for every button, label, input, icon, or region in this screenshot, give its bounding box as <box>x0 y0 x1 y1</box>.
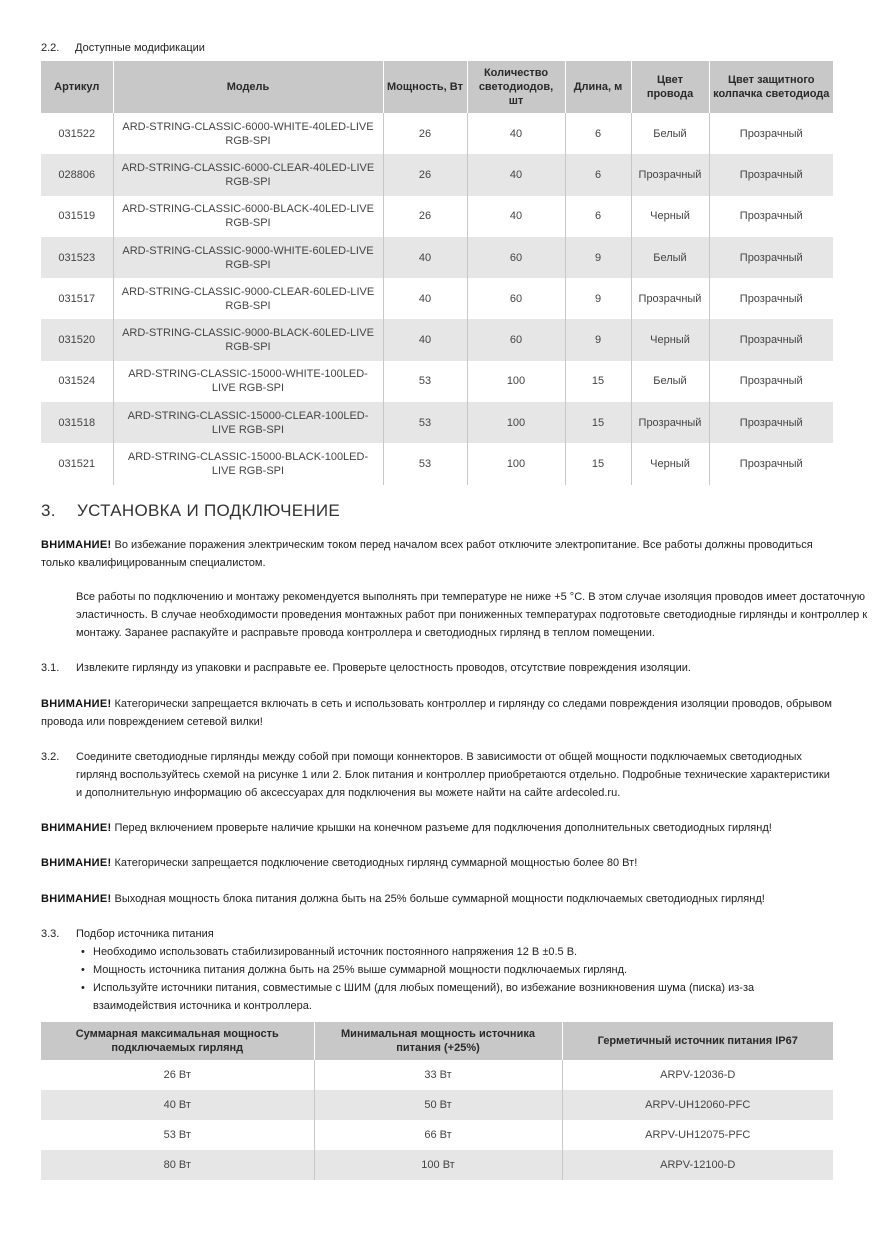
cell-power: 53 <box>383 361 467 402</box>
cell-wire-color: Белый <box>631 237 709 278</box>
cell-model: ARD-STRING-CLASSIC-15000-BLACK-100LED-LIVE RGB-SPI <box>113 443 383 484</box>
step-heading <box>41 925 833 943</box>
cell-length: 9 <box>565 237 631 278</box>
list-item: • Мощность источника питания должна быть на 25% выше суммарной мощности подключаемых гирлянд. <box>93 961 833 979</box>
cell-cap-color: Прозрачный <box>739 127 803 140</box>
cell-power: 40 <box>383 278 467 319</box>
cell-cap-color: Прозрачный <box>709 154 833 195</box>
cell-total-power: 40 Вт <box>41 1090 314 1120</box>
cell-cap-color: Прозрачный <box>709 237 833 278</box>
cell-led-count: 60 <box>467 319 565 360</box>
cell-model: ARD-STRING-CLASSIC-15000-WHITE-100LED-LIVE RGB-SPI <box>113 361 383 402</box>
cell-sku: 031520 <box>41 319 113 360</box>
table-row <box>41 319 833 360</box>
warning-text: Выходная мощность блока питания должна быть на 25% больше суммарной мощности подключаемых светодиодных гирлянд! <box>114 893 765 905</box>
cell-length: 9 <box>565 278 631 319</box>
cell-wire-color: Белый <box>631 113 709 154</box>
cell-min-psu-power: 66 Вт <box>314 1120 562 1150</box>
cell-model: ARD-STRING-CLASSIC-9000-WHITE-60LED-LIVE RGB-SPI <box>113 237 383 278</box>
cell-cap-color: Прозрачный <box>739 292 803 305</box>
cell-sku: 031518 <box>41 402 113 443</box>
step-text: Извлеките гирлянду из упаковки и расправьте ее. Проверьте целостность проводов, отсутствие повреждения изоляции. <box>76 662 691 674</box>
cell-led-count: 40 <box>467 196 565 237</box>
cell-length: 15 <box>565 443 631 484</box>
warning-label: ВНИМАНИЕ! <box>41 857 112 869</box>
cell-model: ARD-STRING-CLASSIC-6000-BLACK-40LED-LIVE RGB-SPI <box>113 196 383 237</box>
cell-model: ARD-STRING-CLASSIC-9000-CLEAR-60LED-LIVE RGB-SPI <box>113 278 383 319</box>
cell-total-power: 80 Вт <box>41 1150 314 1180</box>
table-row <box>41 443 833 484</box>
cell-model: ARD-STRING-CLASSIC-9000-BLACK-60LED-LIVE RGB-SPI <box>113 319 383 360</box>
table-row <box>41 361 833 402</box>
col-header-psu-model: Герметичный источник питания IP67 <box>562 1022 833 1060</box>
col-header-power: Мощность, Вт <box>383 61 467 113</box>
cell-wire-color: Черный <box>631 196 709 237</box>
cell-min-psu-power: 33 Вт <box>314 1060 562 1090</box>
cell-min-psu-power: 100 Вт <box>314 1150 562 1180</box>
cell-led-count: 40 <box>467 154 565 195</box>
paragraph-text: Все работы по подключению и монтажу рекомендуется выполнять при температуре не ниже +5 °С. В этом случае изоляция проводов имеет достаточную эластичность. В случае необходимости проведения монтажных работ при пониженных температурах подготовьте светодиодные гирлянды и контроллер к монтажу. Заранее распакуйте и расправьте провода контроллера и светодиодных гирлянд в теплом помещении. <box>76 591 868 639</box>
cell-power: 26 <box>383 196 467 237</box>
cell-power: 40 <box>383 237 467 278</box>
cell-sku: 031522 <box>41 113 113 154</box>
cell-cap-color: Прозрачный <box>739 375 803 388</box>
cell-wire-color: Черный <box>631 443 709 484</box>
cell-wire-color: Черный <box>631 319 709 360</box>
cell-psu-model: ARPV-UH12075-PFC <box>645 1129 751 1141</box>
cell-cap-color: Прозрачный <box>709 402 833 443</box>
modifications-table <box>41 61 833 485</box>
cell-cap-color: Прозрачный <box>739 458 803 471</box>
step-3-3 <box>41 925 833 1015</box>
step-3-2 <box>41 748 833 802</box>
cell-wire-color: Прозрачный <box>631 154 709 195</box>
warning-damaged-insulation <box>41 695 833 731</box>
cell-cap-color: Прозрачный <box>709 319 833 360</box>
cell-wire-color: Белый <box>631 361 709 402</box>
cell-wire-color: Прозрачный <box>631 278 709 319</box>
col-header-wire-color: Цвет провода <box>631 61 709 113</box>
cell-sku: 031523 <box>41 237 113 278</box>
table-row <box>41 402 833 443</box>
col-header-model: Модель <box>113 61 383 113</box>
cell-psu-model: ARPV-12036-D <box>660 1069 736 1081</box>
cell-power: 40 <box>383 319 467 360</box>
section-2-2-heading <box>41 42 205 54</box>
psu-requirements-list <box>41 943 833 1015</box>
step-title: Подбор источника питания <box>76 928 214 940</box>
col-header-total-power: Суммарная максимальная мощность подключаемых гирлянд <box>41 1022 314 1060</box>
cell-sku: 031519 <box>41 196 113 237</box>
warning-text: Категорически запрещается включать в сеть и использовать контроллер и гирлянду со следами повреждения изоляции проводов, обрывом провода или повреждением сетевой вилки! <box>41 698 832 728</box>
power-supply-table <box>41 1022 833 1180</box>
warning-end-cap <box>41 819 833 837</box>
table-row <box>41 113 833 154</box>
warning-label: ВНИМАНИЕ! <box>41 893 112 905</box>
cell-power: 26 <box>383 154 467 195</box>
warning-label: ВНИМАНИЕ! <box>41 698 112 710</box>
cell-length: 15 <box>565 402 631 443</box>
step-number: 3.1. <box>41 662 60 674</box>
warning-text: Перед включением проверьте наличие крышки на конечном разъеме для подключения дополнительных светодиодных гирлянд! <box>114 822 772 834</box>
cell-min-psu-power: 50 Вт <box>314 1090 562 1120</box>
cell-led-count: 60 <box>467 278 565 319</box>
cell-length: 6 <box>565 154 631 195</box>
cell-model: ARD-STRING-CLASSIC-15000-CLEAR-100LED-LIVE RGB-SPI <box>113 402 383 443</box>
table-row <box>41 196 833 237</box>
list-item: • Необходимо использовать стабилизированный источник постоянного напряжения 12 В ±0.5 В. <box>93 943 833 961</box>
col-header-sku: Артикул <box>41 61 113 113</box>
cell-power: 53 <box>383 443 467 484</box>
cell-led-count: 60 <box>467 237 565 278</box>
table-row <box>41 1120 833 1150</box>
section-title: УСТАНОВКА И ПОДКЛЮЧЕНИЕ <box>77 501 341 520</box>
table-row <box>41 237 833 278</box>
table-header-row <box>41 1022 833 1060</box>
cell-led-count: 100 <box>467 402 565 443</box>
col-header-min-psu-power: Минимальная мощность источника питания (+25%) <box>314 1022 562 1060</box>
table-row <box>41 1060 833 1090</box>
warning-text: Категорически запрещается подключение светодиодных гирлянд суммарной мощностью более 80 Вт! <box>114 857 638 869</box>
warning-label: ВНИМАНИЕ! <box>41 822 112 834</box>
table-row <box>41 1150 833 1180</box>
cell-length: 6 <box>565 196 631 237</box>
cell-total-power: 26 Вт <box>41 1060 314 1090</box>
cell-sku: 031524 <box>41 361 113 402</box>
warning-label: ВНИМАНИЕ! <box>41 539 112 551</box>
section-3-heading <box>41 501 340 521</box>
table-row <box>41 278 833 319</box>
section-number: 3. <box>41 501 56 520</box>
cell-psu-model: ARPV-12100-D <box>562 1150 833 1180</box>
table-row <box>41 154 833 195</box>
step-number: 3.3. <box>41 928 60 940</box>
cell-psu-model: ARPV-UH12060-PFC <box>562 1090 833 1120</box>
warning-max-power <box>41 854 833 872</box>
cell-led-count: 100 <box>467 443 565 484</box>
section-title: Доступные модификации <box>75 42 205 54</box>
warning-power-off <box>41 536 833 572</box>
cell-sku: 031517 <box>41 278 113 319</box>
temperature-paragraph <box>41 588 868 642</box>
col-header-length: Длина, м <box>565 61 631 113</box>
col-header-cap-color: Цвет защитного колпачка светодиода <box>709 61 833 113</box>
cell-cap-color: Прозрачный <box>739 210 803 223</box>
col-header-led-count: Количество светодиодов, шт <box>467 61 565 113</box>
cell-model: ARD-STRING-CLASSIC-6000-WHITE-40LED-LIVE RGB-SPI <box>113 113 383 154</box>
cell-wire-color: Прозрачный <box>631 402 709 443</box>
table-row <box>41 1090 833 1120</box>
cell-total-power: 53 Вт <box>41 1120 314 1150</box>
cell-power: 26 <box>383 113 467 154</box>
cell-sku: 028806 <box>41 154 113 195</box>
table-header-row <box>41 61 833 113</box>
cell-led-count: 100 <box>467 361 565 402</box>
step-text: Соедините светодиодные гирлянды между собой при помощи коннекторов. В зависимости от общей мощности подключаемых светодиодных гирлянд воспользуйтесь схемой на рисунке 1 или 2. Блок питания и контроллер приобретаются отдельно. Подробные технические характеристики и дополнительную информацию об аксессуарах для подключения вы можете найти на сайте ardecoled.ru. <box>76 751 830 799</box>
cell-model: ARD-STRING-CLASSIC-6000-CLEAR-40LED-LIVE RGB-SPI <box>113 154 383 195</box>
step-3-1 <box>41 659 833 677</box>
step-number: 3.2. <box>41 751 60 763</box>
cell-length: 6 <box>565 113 631 154</box>
cell-length: 9 <box>565 319 631 360</box>
cell-sku: 031521 <box>41 443 113 484</box>
cell-led-count: 40 <box>467 113 565 154</box>
list-item: • Используйте источники питания, совместимые с ШИМ (для любых помещений), во избежание возникновения шума (писка) из-за взаимодействия источника и контроллера. <box>93 979 833 1015</box>
cell-length: 15 <box>565 361 631 402</box>
warning-text: Во избежание поражения электрическим током перед началом всех работ отключите электропитание. Все работы должны проводиться только квалифицированным специалистом. <box>41 539 813 569</box>
section-number: 2.2. <box>41 42 60 54</box>
cell-power: 53 <box>383 402 467 443</box>
warning-psu-margin <box>41 890 833 908</box>
